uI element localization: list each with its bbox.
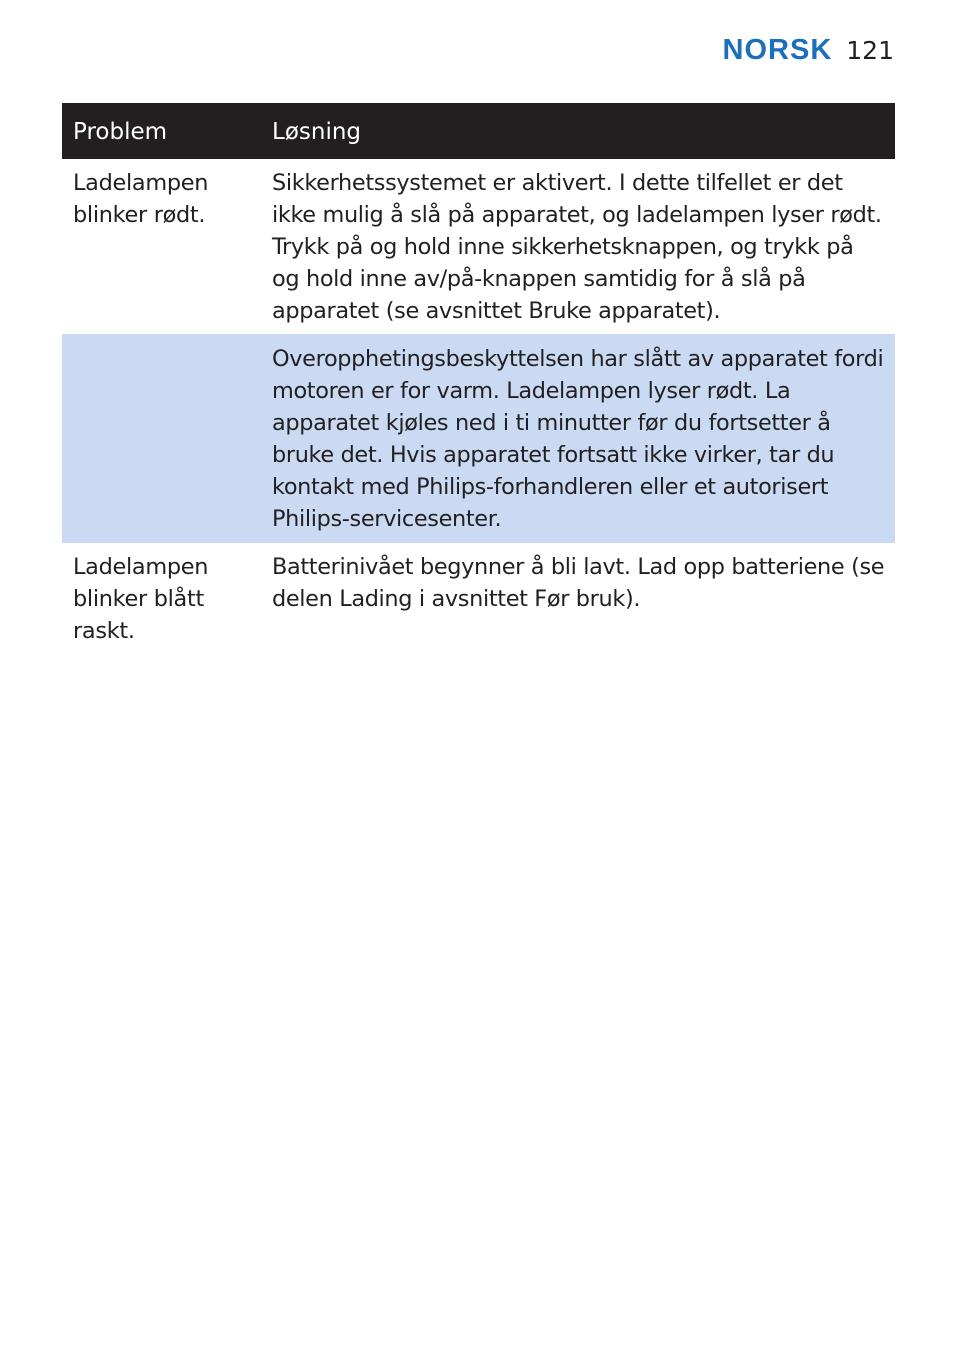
solution-cell: Sikkerhetssystemet er aktivert. I dette tilfellet er det ikke mulig å slå på apparatet, og ladelampen lyser rødt. Trykk på og hold inne sikkerhetsknappen, og trykk på og hold inne av/på-knappen samtidig for å slå på apparatet (se avsnittet Bruke apparatet). (272, 170, 882, 324)
table-row (62, 159, 895, 334)
problem-cell: Ladelampen blinker rødt. (73, 170, 209, 228)
page-number: 121 (846, 36, 894, 65)
table-header-row (62, 103, 895, 159)
problem-cell (62, 343, 272, 535)
table-row (62, 543, 895, 655)
solution-cell: Batterinivået begynner å bli lavt. Lad opp batteriene (se delen Lading i avsnittet Før bruk). (272, 554, 885, 612)
column-header-solution: Løsning (272, 119, 362, 145)
page-header (723, 34, 894, 67)
language-label: NORSK (722, 34, 833, 66)
troubleshooting-table (62, 103, 895, 655)
column-header-problem: Problem (73, 119, 168, 145)
solution-cell: Overopphetingsbeskyttelsen har slått av apparatet fordi motoren er for varm. Ladelampen lyser rødt. La apparatet kjøles ned i ti minutter før du fortsetter å bruke det. Hvis apparatet fortsatt ikke virker, tar du kontakt med Philips-forhandleren eller et autorisert Philips-servicesenter. (272, 346, 884, 532)
problem-cell: Ladelampen blinker blått raskt. (73, 554, 209, 644)
table-row (62, 334, 895, 543)
